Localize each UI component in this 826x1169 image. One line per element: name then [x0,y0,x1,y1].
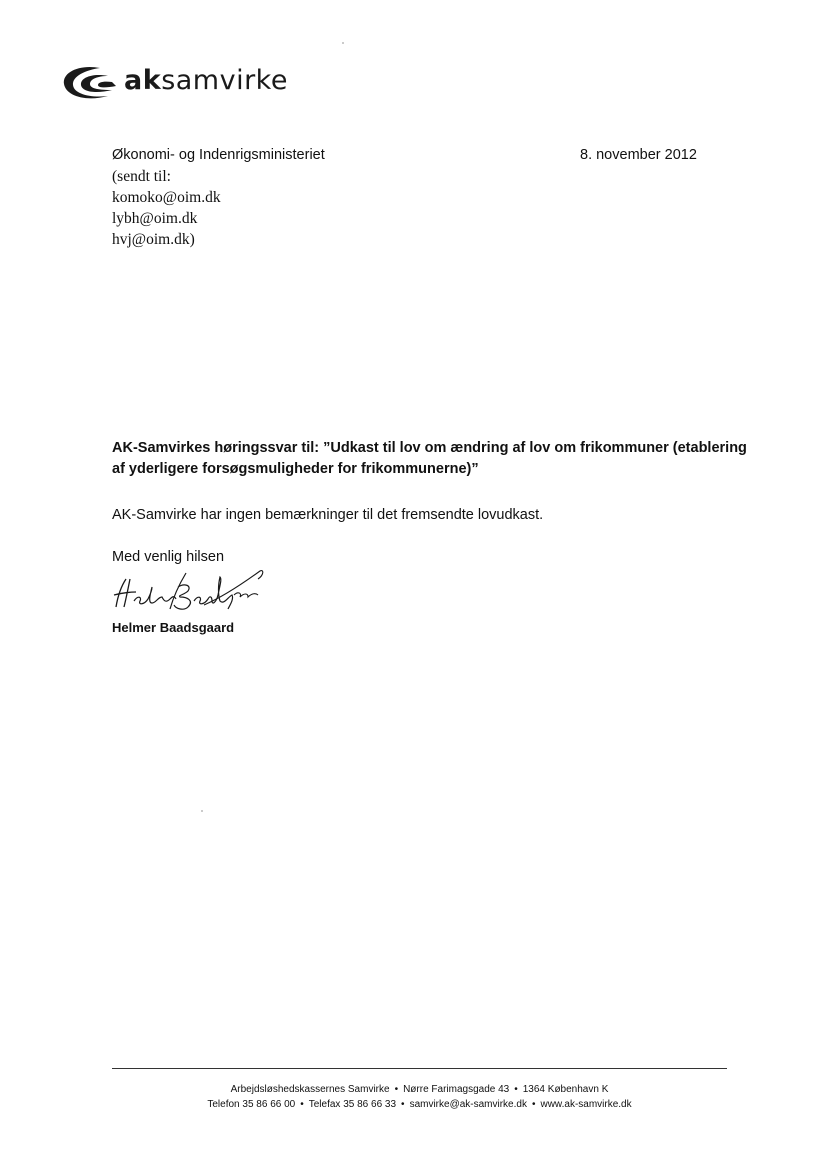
swoosh-logo-icon [60,62,130,108]
footer-street: Nørre Farimagsgade 43 [403,1084,510,1095]
bullet-separator: • [531,1099,536,1110]
footer-email-link[interactable]: samvirke@ak-samvirke.dk [409,1099,527,1110]
bullet-separator: • [394,1084,399,1095]
recipient-ministry: Økonomi- og Indenrigsministeriet [112,147,325,163]
bullet-separator: • [300,1099,304,1110]
logo-wordmark: aksamvirke [124,65,288,96]
recipient-email: komoko@oim.dk [112,189,221,206]
recipient-sent-to: (sendt til: [112,168,171,185]
bullet-separator: • [514,1084,518,1095]
letter-date: 8. november 2012 [580,147,697,163]
letter-footer [112,1082,727,1112]
bullet-separator: • [401,1099,405,1110]
handwritten-signature [108,565,268,617]
ak-samvirke-logo [60,62,288,108]
footer-web-link[interactable]: www.ak-samvirke.dk [540,1099,632,1110]
letter-subject: AK-Samvirkes høringssvar til: ”Udkast til lov om ændring af lov om frikommuner (etablering af yderligere forsøgsmuligheder for frikommunerne)” [112,440,747,477]
recipient-email: hvj@oim.dk) [112,231,195,248]
footer-divider [112,1068,727,1069]
footer-phone: Telefon 35 86 66 00 [207,1099,296,1110]
footer-address-line [112,1082,727,1097]
footer-city: 1364 København K [522,1084,609,1095]
scan-speck [342,42,344,44]
footer-fax: Telefax 35 86 66 33 [308,1099,397,1110]
footer-contact-line [112,1097,727,1112]
scan-speck [201,810,203,812]
letter-body: AK-Samvirke har ingen bemærkninger til det fremsendte lovudkast. [112,507,544,523]
letter-closing: Med venlig hilsen [112,549,225,565]
footer-org: Arbejdsløshedskassernes Samvirke [230,1084,390,1095]
signer-name: Helmer Baadsgaard [112,620,235,635]
recipient-email: lybh@oim.dk [112,210,198,227]
recipient-block [112,145,325,250]
